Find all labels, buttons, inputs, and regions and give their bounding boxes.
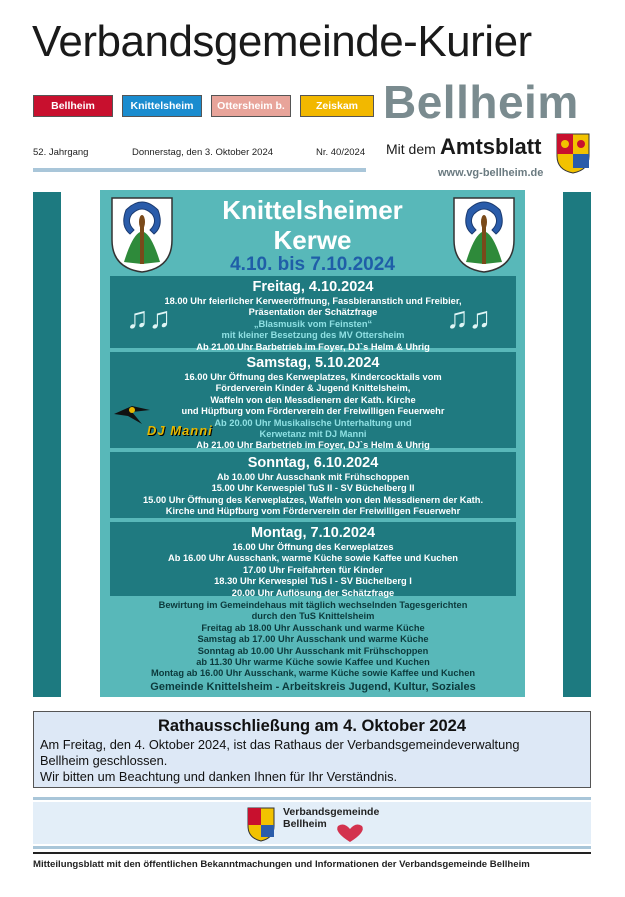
- tag-ottersheim: Ottersheim b. L.: [211, 95, 291, 117]
- day-title: Sonntag, 6.10.2024: [247, 455, 379, 471]
- website-url[interactable]: www.vg-bellheim.de: [438, 167, 544, 179]
- event-line: Ab 20.00 Uhr Musikalische Unterhaltung und: [214, 417, 412, 428]
- footer-rule: [33, 852, 591, 854]
- event-line: Präsentation der Schätzfrage: [248, 307, 378, 318]
- event-line: Waffeln von den Messdienern der Kath. Kirche: [210, 394, 416, 405]
- day-title: Samstag, 5.10.2024: [246, 355, 380, 371]
- notice-line: Bellheim geschlossen.: [40, 753, 168, 768]
- info-line: durch den TuS Knittelsheim: [251, 611, 375, 622]
- info-line: Sonntag ab 10.00 Uhr Ausschank mit Frühschoppen: [197, 645, 429, 656]
- event-line: Förderverein Kinder & Jugend Knittelsheim,: [215, 383, 411, 394]
- catering-info: [110, 600, 516, 680]
- poster-organizer: Gemeinde Knittelsheim - Arbeitskreis Jugend, Kultur, Soziales: [150, 681, 476, 693]
- event-line: 15.00 Uhr Öffnung des Kerweplatzes, Waffeln von den Messdienern der Kath.: [142, 494, 484, 505]
- newspaper-title: Verbandsgemeinde-Kurier: [32, 17, 532, 66]
- dj-bird-icon: [112, 400, 152, 428]
- vg-logo-line1: Verbandsgemeinde: [283, 806, 380, 818]
- left-decor-strip: [33, 192, 61, 697]
- masthead-subtitle: Bellheim: [383, 76, 579, 128]
- notice-title: Rathausschließung am 4. Oktober 2024: [157, 717, 467, 735]
- poster-title-line1: Knittelsheimer: [222, 195, 403, 225]
- divider-rule: [33, 797, 591, 800]
- event-line: 18.00 Uhr feierlicher Kerweeröffnung, Fassbieranstich und Freibier,: [164, 296, 462, 306]
- event-line: und Hüpfburg vom Förderverein der Freiwilligen Feuerwehr: [181, 406, 445, 417]
- vg-logo-line2: Bellheim: [283, 818, 327, 830]
- amtsblatt-label: Amtsblatt: [440, 134, 542, 159]
- event-line: mit kleiner Besetzung des MV Ottersheim: [221, 330, 405, 341]
- tag-bellheim: Bellheim: [33, 95, 113, 117]
- divider-rule-lower: [33, 846, 591, 849]
- event-line: 18.30 Uhr Kerwespiel TuS I - SV Büchelberg I: [214, 576, 412, 587]
- poster-title-line2: Kerwe: [273, 225, 352, 255]
- info-line: Samstag ab 17.00 Uhr Ausschank und warme Küche: [197, 634, 429, 645]
- footer-text: Mitteilungsblatt mit den öffentlichen Bekanntmachungen und Informationen der Verbandsgemeinde Bellheim: [33, 859, 530, 870]
- coat-of-arms-icon: [555, 132, 591, 174]
- info-line: Bewirtung im Gemeindehaus mit täglich wechselnden Tagesgerichten: [158, 600, 468, 610]
- municipality-tags: [33, 95, 374, 132]
- issue-date: Donnerstag, den 3. Oktober 2024: [132, 147, 274, 158]
- music-notes-right-icon: ♫♫: [446, 302, 491, 335]
- event-line: 16.00 Uhr Öffnung des Kerweplatzes, Kindercocktails vom: [184, 372, 442, 382]
- right-decor-strip: [563, 192, 591, 697]
- masthead-rule: [33, 168, 366, 172]
- event-line: Ab 16.00 Uhr Ausschank, warme Küche sowie Kaffee und Kuchen: [167, 553, 458, 564]
- event-line: Ab 21.00 Uhr Barbetrieb im Foyer, DJ`s Helm & Uhrig: [196, 341, 430, 352]
- event-line: 16.00 Uhr Öffnung des Kerweplatzes: [232, 542, 394, 552]
- tag-zeiskam: Zeiskam: [300, 95, 374, 117]
- event-line: Ab 10.00 Uhr Ausschank mit Frühschoppen: [216, 472, 410, 482]
- dj-manni-badge: DJ Manni: [147, 423, 213, 438]
- info-line: Montag ab 16.00 Uhr Ausschank, warme Küche sowie Kaffee und Kuchen: [150, 668, 476, 679]
- tag-knittelsheim: Knittelsheim: [122, 95, 202, 117]
- mit-dem-label: Mit dem: [386, 141, 436, 157]
- event-line: 20.00 Uhr Auflösung der Schätzfrage: [231, 587, 395, 598]
- day-title: Freitag, 4.10.2024: [252, 279, 374, 295]
- event-line: 15.00 Uhr Kerwespiel TuS II - SV Büchelberg II: [211, 483, 415, 494]
- notice-line: Wir bitten um Beachtung und danken Ihnen für Ihr Verständnis.: [40, 769, 398, 784]
- heart-signature-icon: [330, 822, 370, 844]
- vg-logo-crest-icon: [246, 806, 276, 842]
- event-line: Kirche und Hüpfburg vom Förderverein der Freiwilligen Feuerwehr: [165, 506, 461, 517]
- day-title: Montag, 7.10.2024: [250, 525, 376, 541]
- info-line: ab 11.30 Uhr warme Küche sowie Kaffee und Kuchen: [196, 657, 430, 668]
- day-box-monday: [110, 522, 516, 596]
- closure-notice: [33, 711, 591, 788]
- poster-date-range: 4.10. bis 7.10.2024: [230, 254, 395, 275]
- music-notes-left-icon: ♫♫: [126, 302, 171, 335]
- event-line: „Blasmusik vom Feinsten“: [253, 318, 373, 329]
- notice-line: Am Freitag, den 4. Oktober 2024, ist das Rathaus der Verbandsgemeindeverwaltung: [40, 737, 520, 752]
- volume-label: 52. Jahrgang: [33, 147, 89, 158]
- event-line: Kerwetanz mit DJ Manni: [259, 429, 367, 440]
- day-box-sunday: [110, 452, 516, 518]
- issue-number: Nr. 40/2024: [316, 147, 366, 158]
- info-line: Freitag ab 18.00 Uhr Ausschank und warme Küche: [201, 622, 425, 633]
- event-line: 17.00 Uhr Freifahrten für Kinder: [242, 564, 383, 575]
- event-line: Ab 21.00 Uhr Barbetrieb im Foyer, DJ`s Helm & Uhrig: [196, 440, 430, 451]
